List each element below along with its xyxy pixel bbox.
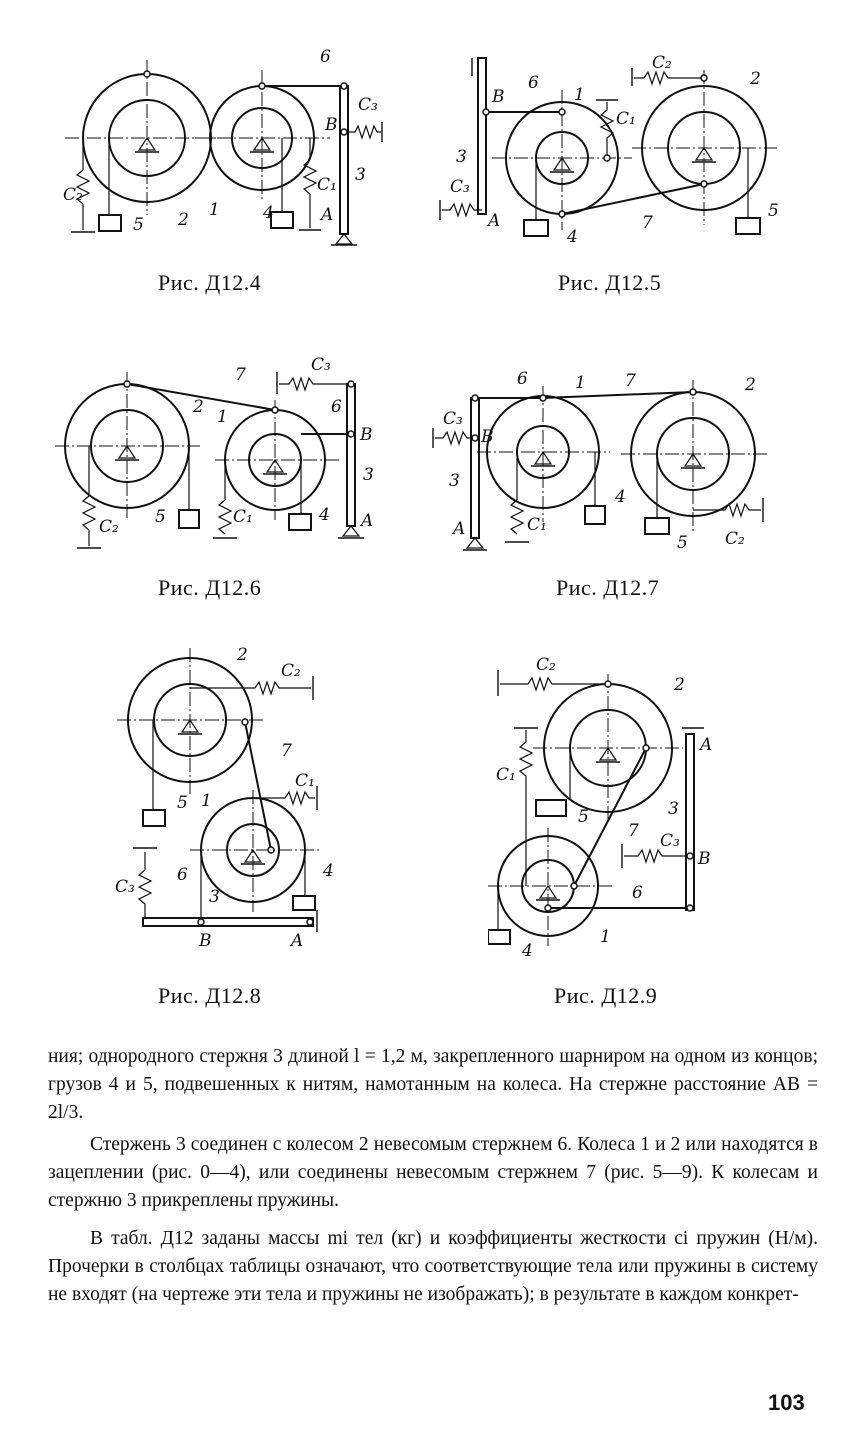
svg-text:4: 4 [567, 227, 578, 247]
svg-text:5: 5 [768, 201, 779, 221]
diagram-d12-7 [425, 350, 805, 560]
figure-d12-9 [488, 650, 728, 960]
svg-text:3: 3 [209, 887, 220, 907]
svg-text:6: 6 [517, 369, 528, 389]
svg-text:B: B [481, 427, 494, 447]
svg-text:C₁: C₁ [616, 109, 636, 129]
weight-4 [524, 220, 548, 236]
body-text [48, 1043, 818, 1309]
svg-text:2: 2 [674, 675, 685, 695]
caption-d12-8: Рис. Д12.8 [158, 983, 262, 1008]
svg-text:4: 4 [319, 505, 330, 525]
weight-4 [488, 930, 510, 944]
paragraph-1: ния; однородного стержня 3 длиной l = 1,2 м, закрепленного шарниром на одном из концов; грузов 4 и 5, подвешенных к нитям, намотанным на колеса. На стержне расстояние AB = 2l/3. [48, 1046, 818, 1123]
spring-c2 [634, 72, 704, 84]
paragraph-3: В табл. Д12 заданы массы mi тел (кг) и коэффициенты жесткости ci пружин (Н/м). Прочерки в столбцах таблицы означают, что соответствующие тела или пружины в систему не входят (на чертеже эти тела и пружины не изображать); в результате в каждом конкрет- [48, 1228, 818, 1305]
spring-c1 [520, 730, 532, 886]
svg-text:B: B [698, 849, 711, 869]
diagram-d12-5 [432, 40, 812, 260]
caption-d12-9: Рис. Д12.9 [554, 983, 658, 1008]
spring-c2 [500, 678, 608, 690]
svg-text:A: A [488, 211, 501, 231]
svg-text:A: A [453, 519, 466, 539]
svg-text:B: B [492, 87, 505, 107]
weight-4 [289, 514, 311, 530]
weight-4 [293, 896, 315, 910]
svg-text:3: 3 [449, 471, 460, 491]
diagram-d12-8 [105, 640, 355, 955]
svg-text:C₂: C₂ [99, 517, 119, 537]
rod-3 [478, 58, 486, 214]
svg-text:7: 7 [281, 741, 292, 761]
svg-text:C₁: C₁ [295, 771, 315, 791]
svg-text:5: 5 [677, 533, 688, 553]
weight-5 [143, 810, 165, 826]
svg-text:6: 6 [177, 865, 188, 885]
weight-4 [585, 506, 605, 524]
svg-text:6: 6 [331, 397, 342, 417]
rod-3 [143, 918, 313, 926]
svg-text:3: 3 [456, 147, 467, 167]
svg-text:C₃: C₃ [660, 831, 680, 851]
svg-text:3: 3 [363, 465, 374, 485]
svg-text:C₁: C₁ [233, 507, 253, 527]
rod-3 [471, 398, 479, 538]
svg-text:5: 5 [133, 215, 144, 235]
spring-c3 [348, 126, 381, 138]
svg-text:2: 2 [178, 210, 189, 230]
page-number: 103 [768, 1390, 805, 1415]
spring-c2 [83, 496, 95, 530]
svg-text:7: 7 [642, 213, 653, 233]
spring-c3 [435, 432, 471, 444]
svg-text:7: 7 [235, 365, 246, 385]
svg-text:4: 4 [615, 487, 626, 507]
svg-text:C₃: C₃ [443, 409, 463, 429]
svg-text:B: B [325, 115, 338, 135]
weight-4 [271, 212, 293, 228]
svg-text:2: 2 [745, 375, 756, 395]
rod-3 [686, 734, 694, 910]
weight-5 [736, 218, 760, 234]
spring-c1 [511, 500, 523, 534]
svg-text:2: 2 [193, 397, 204, 417]
spring-c3 [279, 378, 347, 390]
svg-text:4: 4 [323, 861, 334, 881]
svg-text:2: 2 [237, 645, 248, 665]
paragraph-2: Стержень 3 соединен с колесом 2 невесомым стержнем 6. Колеса 1 и 2 или находятся в зацеплении (рис. 0—4), или соединены невесомым стержнем 7 (рис. 5—9). К колесам и стержню 3 прикреплены пружины. [48, 1134, 818, 1211]
caption-d12-4: Рис. Д12.4 [158, 270, 262, 295]
figure-d12-4 [55, 40, 405, 260]
svg-text:1: 1 [209, 200, 220, 220]
svg-text:4: 4 [522, 941, 533, 960]
svg-text:1: 1 [600, 927, 611, 947]
spring-c1 [219, 500, 231, 534]
weight-5 [99, 215, 121, 231]
svg-text:6: 6 [528, 73, 539, 93]
svg-text:1: 1 [201, 791, 212, 811]
diagram-d12-9 [488, 650, 728, 960]
figure-d12-8 [105, 640, 355, 955]
svg-text:C₂: C₂ [652, 53, 672, 73]
svg-text:A: A [291, 931, 304, 951]
svg-text:4: 4 [263, 203, 274, 223]
svg-text:7: 7 [625, 371, 636, 391]
svg-text:1: 1 [575, 373, 586, 393]
weight-5 [536, 800, 566, 816]
svg-text:C₃: C₃ [311, 355, 331, 375]
figure-d12-5 [432, 40, 812, 260]
svg-text:B: B [360, 425, 373, 445]
spring-c3 [442, 204, 482, 216]
svg-text:6: 6 [632, 883, 643, 903]
svg-text:A: A [361, 511, 374, 531]
svg-text:C₂: C₂ [536, 655, 556, 675]
svg-text:A: A [700, 735, 713, 755]
weight-5 [645, 518, 669, 534]
svg-text:A: A [321, 205, 334, 225]
svg-text:C₂: C₂ [281, 661, 301, 681]
figure-d12-6 [55, 350, 405, 560]
svg-text:5: 5 [578, 807, 589, 827]
rod-3 [347, 384, 355, 526]
svg-text:3: 3 [355, 165, 366, 185]
svg-text:C₃: C₃ [115, 877, 135, 897]
spring-c2 [190, 682, 311, 694]
svg-text:2: 2 [750, 69, 761, 89]
spring-c3 [624, 850, 686, 862]
svg-text:B: B [199, 931, 212, 951]
svg-text:C₃: C₃ [358, 95, 378, 115]
rod-7 [245, 722, 271, 850]
svg-text:5: 5 [155, 507, 166, 527]
svg-text:5: 5 [177, 793, 188, 813]
weight-5 [179, 510, 199, 528]
diagram-d12-4 [55, 40, 405, 260]
svg-text:C₃: C₃ [450, 177, 470, 197]
svg-text:C₁: C₁ [496, 765, 516, 785]
svg-text:C₁: C₁ [317, 175, 337, 195]
rod-3 [340, 86, 348, 234]
svg-text:C₁: C₁ [527, 515, 547, 535]
caption-d12-7: Рис. Д12.7 [556, 575, 660, 600]
svg-text:7: 7 [628, 821, 639, 841]
diagram-d12-6 [55, 350, 405, 560]
figure-d12-7 [425, 350, 805, 560]
caption-d12-6: Рис. Д12.6 [158, 575, 262, 600]
svg-text:3: 3 [668, 799, 679, 819]
svg-text:1: 1 [574, 85, 585, 105]
svg-text:C₂: C₂ [63, 185, 83, 205]
svg-text:1: 1 [217, 407, 228, 427]
spring-c3 [139, 870, 151, 918]
svg-text:C₂: C₂ [725, 529, 745, 549]
svg-text:6: 6 [320, 47, 331, 67]
caption-d12-5: Рис. Д12.5 [558, 270, 662, 295]
rod-7 [562, 184, 704, 214]
